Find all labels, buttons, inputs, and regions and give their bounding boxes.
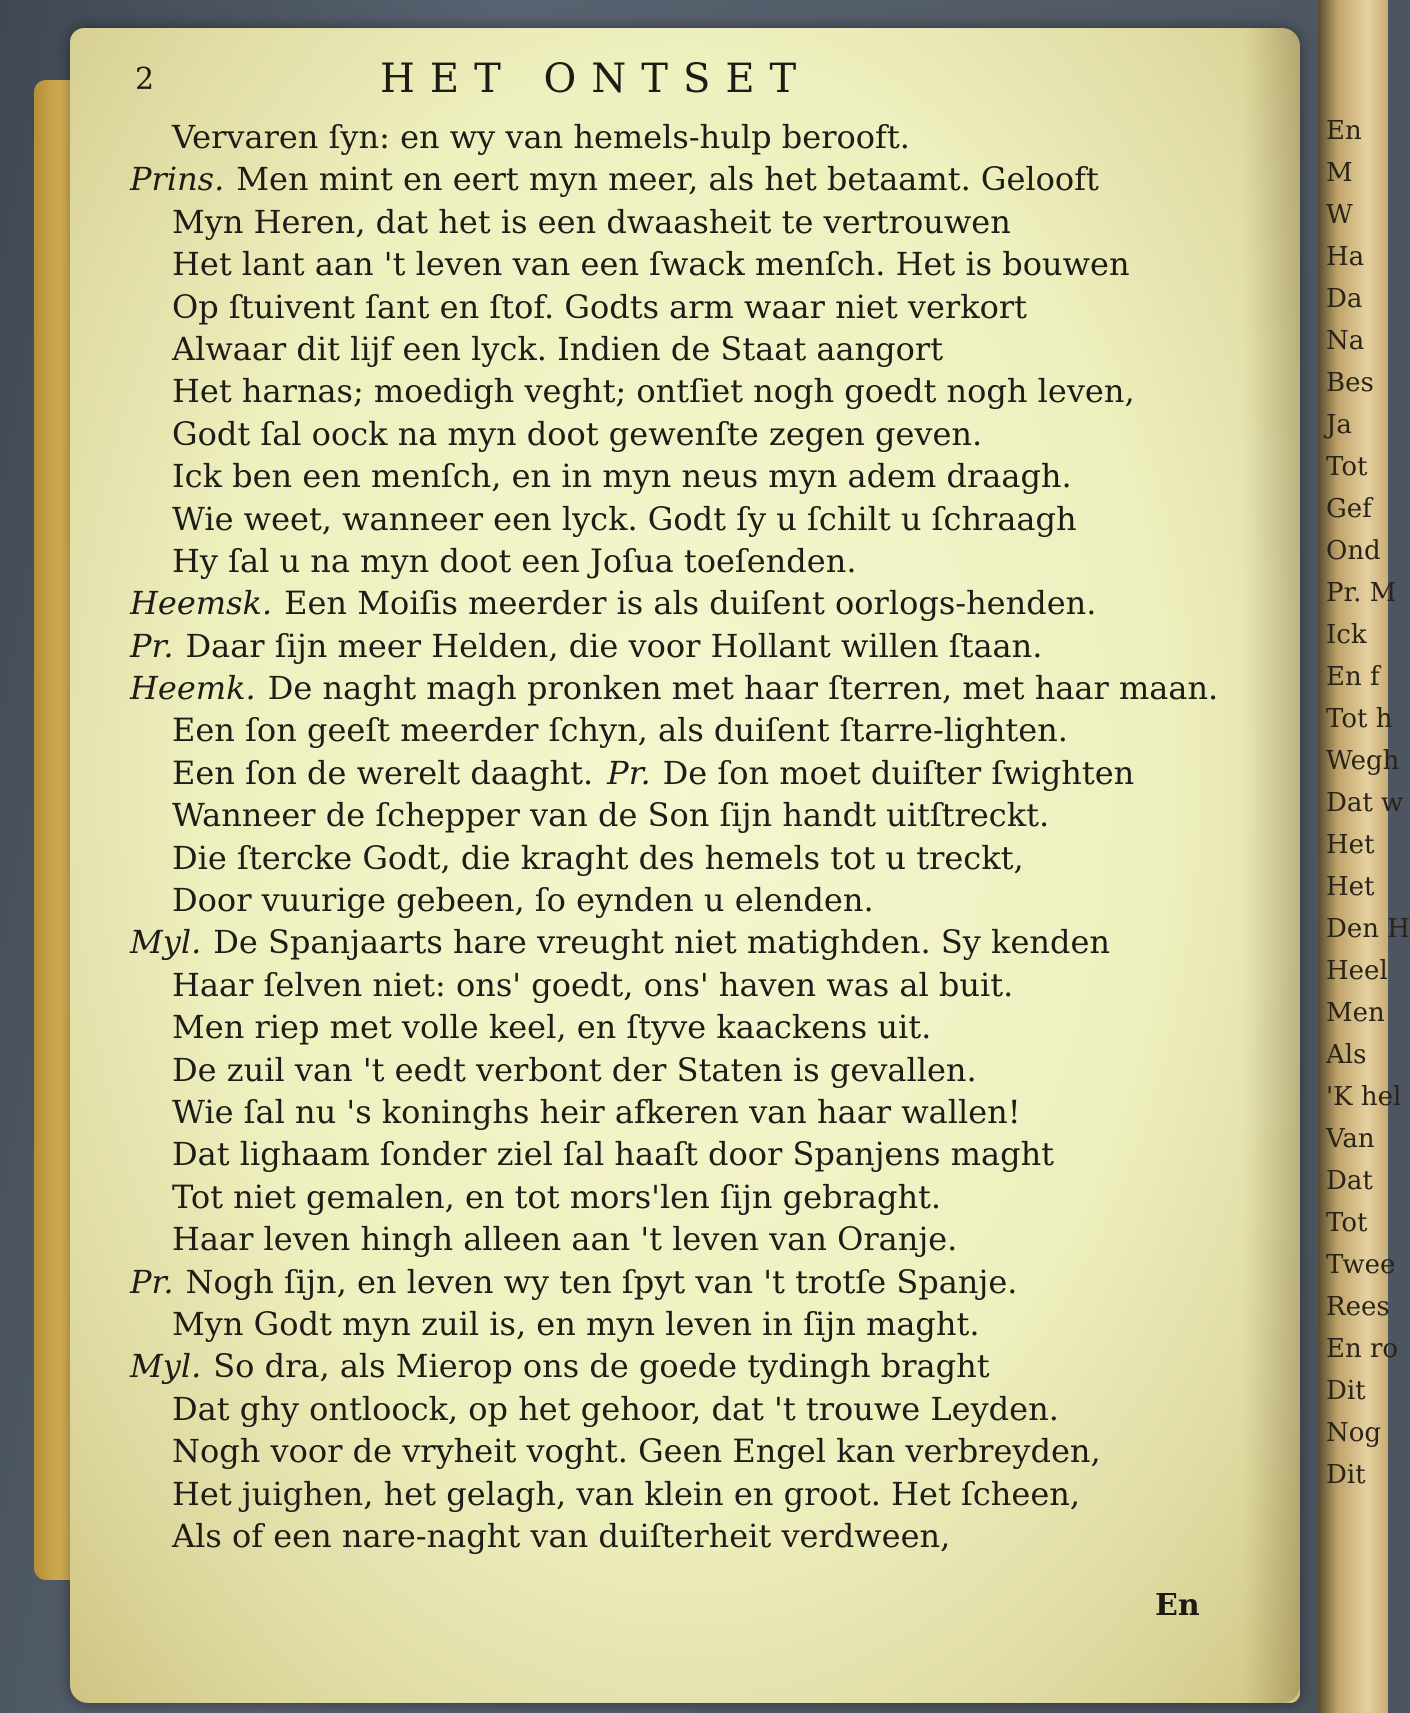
facing-page-fragment: Van	[1326, 1124, 1375, 1154]
speaker-label: Heemk.	[130, 669, 256, 708]
verse-line	[130, 1176, 1250, 1218]
facing-page-fragment: Da	[1326, 284, 1363, 314]
verse-text: Tot niet gemalen, en tot mors'len ſijn gebraght.	[172, 1177, 942, 1216]
verse-text: Een Moiſis meerder is als duiſent oorlogs-henden.	[284, 584, 1097, 623]
verse-line	[130, 1473, 1250, 1515]
verse-text: Een ſon de werelt daaght.	[172, 753, 594, 792]
facing-page-edge	[1318, 0, 1410, 1713]
verse-text: Myn Godt myn zuil is, en myn leven in ſijn maght.	[172, 1304, 980, 1343]
verse-text: Die ſtercke Godt, die kraght des hemels tot u treckt,	[172, 838, 1024, 877]
verse-line	[130, 964, 1250, 1006]
facing-page-fragment: Gef	[1326, 494, 1372, 524]
verse-line	[130, 540, 1250, 582]
facing-page-fragment: Na	[1326, 326, 1365, 356]
speaker-label: Myl.	[130, 1347, 202, 1386]
facing-page-fragment: En ro	[1326, 1334, 1399, 1364]
facing-page-fragment: Pr. M	[1326, 578, 1397, 608]
verse-text: Nogh voor de vryheit voght. Geen Engel kan verbreyden,	[172, 1432, 1101, 1471]
verse-line	[130, 667, 1250, 709]
facing-page-fragment: Dit	[1326, 1376, 1366, 1406]
facing-page-fragment: Dit	[1326, 1460, 1366, 1490]
verse-line	[130, 1303, 1250, 1345]
verse-text: Myn Heren, dat het is een dwaasheit te vertrouwen	[172, 202, 1011, 241]
verse-line	[130, 837, 1250, 879]
verse-text: Het harnas; moedigh veght; ontſiet nogh goedt nogh leven,	[172, 372, 1135, 411]
verse-line	[130, 752, 1250, 794]
verse-line	[130, 158, 1250, 200]
verse-line	[130, 243, 1250, 285]
verse-text: Het juighen, het gelagh, van klein en groot. Het ſcheen,	[172, 1474, 1081, 1513]
facing-page-fragment: Nog	[1326, 1418, 1382, 1448]
verse-text: Door vuurige gebeen, ſo eynden u elenden.	[172, 881, 874, 920]
verse-line	[130, 1091, 1250, 1133]
verse-text: De zuil van 't eedt verbont der Staten is gevallen.	[172, 1050, 977, 1089]
speaker-label: Pr.	[607, 753, 651, 792]
verse-text: Men riep met volle keel, en ſtyve kaackens uit.	[172, 1008, 932, 1047]
verse-text: Ick ben een menſch, en in myn neus myn adem draagh.	[172, 457, 1072, 496]
verse-text: Haar ſelven niet: ons' goedt, ons' haven was al buit.	[172, 965, 1014, 1004]
verse-line	[130, 455, 1250, 497]
facing-page-fragment: En	[1326, 116, 1362, 146]
verse-text: De Spanjaarts hare vreught niet matighden. Sy kenden	[213, 923, 1111, 962]
verse-line	[130, 1345, 1250, 1387]
verse-line	[130, 286, 1250, 328]
page-number: 2	[135, 62, 155, 97]
facing-page-fragment: Tot h	[1326, 704, 1393, 734]
verse-text: Dat lighaam ſonder ziel ſal haaſt door Spanjens maght	[172, 1135, 1055, 1174]
verse-text: Nogh ſijn, en leven wy ten ſpyt van 't trotſe Spanje.	[185, 1262, 1018, 1301]
verse-line	[130, 1515, 1250, 1557]
verse-text: Daar ſijn meer Helden, die voor Hollant willen ſtaan.	[185, 626, 1043, 665]
verse-text: Wie ſal nu 's koninghs heir afkeren van haar wallen!	[172, 1092, 1021, 1131]
facing-page-fragment: Twee	[1326, 1250, 1396, 1280]
verse-text: Men mint en eert myn meer, als het betaamt. Gelooft	[236, 160, 1099, 199]
verse-text: De ſon moet duiſter ſwighten	[662, 753, 1135, 792]
speaker-label: Pr.	[130, 626, 174, 665]
facing-page-fragment: M	[1326, 158, 1353, 188]
verse-line	[130, 1261, 1250, 1303]
verse-line	[130, 1133, 1250, 1175]
running-title: HET ONTSET	[380, 56, 812, 102]
verse-text: Op ſtuivent ſant en ſtof. Godts arm waar niet verkort	[172, 287, 1027, 326]
verse-line	[130, 794, 1250, 836]
verse-line	[130, 1430, 1250, 1472]
verse-line	[130, 582, 1250, 624]
verse-text: Een ſon geeſt meerder ſchyn, als duiſent ſtarre-lighten.	[172, 711, 1068, 750]
verse-line	[130, 1006, 1250, 1048]
verse-line	[130, 709, 1250, 751]
verse-text: Haar leven hingh alleen aan 't leven van Oranje.	[172, 1220, 958, 1259]
facing-page-fragment: Ja	[1326, 410, 1352, 440]
verse-text: Als of een nare-naght van duiſterheit verdween,	[172, 1516, 951, 1555]
facing-page-fragment: Als	[1326, 1040, 1367, 1070]
verse-line	[130, 1388, 1250, 1430]
verse-line	[130, 1218, 1250, 1260]
facing-page-fragment: Dat	[1326, 1166, 1373, 1196]
verse-text: Wanneer de ſchepper van de Son ſijn handt uitſtreckt.	[172, 796, 1050, 835]
facing-page-text	[1318, 110, 1410, 1496]
verse-text: Alwaar dit lijf een lyck. Indien de Staat aangort	[172, 329, 944, 368]
catchword: En	[1155, 1588, 1200, 1623]
verse-text: De naght magh pronken met haar ſterren, met haar maan.	[267, 669, 1219, 708]
verse-text: Hy ſal u na myn doot een Joſua toeſenden.	[172, 541, 857, 580]
speaker-label: Myl.	[130, 923, 202, 962]
speaker-label: Prins.	[130, 160, 225, 199]
verse-line	[130, 879, 1250, 921]
facing-page-fragment: Wegh	[1326, 746, 1400, 776]
facing-page-fragment: En f	[1326, 662, 1380, 692]
speaker-label: Heemsk.	[130, 584, 273, 623]
verse-text: Godt ſal oock na myn doot gewenſte zegen geven.	[172, 414, 983, 453]
verse-text: So dra, als Mierop ons de goede tydingh braght	[213, 1347, 990, 1386]
verse-line	[130, 1049, 1250, 1091]
verse-line	[130, 498, 1250, 540]
facing-page-fragment: Het	[1326, 872, 1375, 902]
verse-text: Vervaren ſyn: en wy van hemels-hulp berooft.	[172, 118, 910, 156]
verse-line	[130, 625, 1250, 667]
verse-line	[130, 413, 1250, 455]
facing-page-fragment: Ha	[1326, 242, 1365, 272]
verse-line	[130, 201, 1250, 243]
facing-page-fragment: Den H	[1326, 914, 1410, 944]
facing-page-fragment: Het	[1326, 830, 1375, 860]
facing-page-fragment: Ond	[1326, 536, 1381, 566]
speaker-label: Pr.	[130, 1262, 174, 1301]
facing-page-fragment: Dat w	[1326, 788, 1404, 818]
facing-page-fragment: Tot	[1326, 452, 1368, 482]
facing-page-fragment: Bes	[1326, 368, 1374, 398]
facing-page-fragment: Rees	[1326, 1292, 1390, 1322]
verse-body	[130, 116, 1250, 1557]
facing-page-fragment: Tot	[1326, 1208, 1368, 1238]
facing-page-fragment: 'K hel	[1326, 1082, 1402, 1112]
verse-text: Dat ghy ontloock, op het gehoor, dat 't trouwe Leyden.	[172, 1389, 1059, 1428]
facing-page-fragment: W	[1326, 200, 1353, 230]
verse-line	[130, 328, 1250, 370]
facing-page-fragment: Men	[1326, 998, 1385, 1028]
verse-line	[130, 370, 1250, 412]
verse-line	[130, 921, 1250, 963]
verse-text: Wie weet, wanneer een lyck. Godt ſy u ſchilt u ſchraagh	[172, 499, 1077, 538]
verse-text: Het lant aan 't leven van een ſwack menſch. Het is bouwen	[172, 245, 1130, 284]
verse-line	[130, 116, 1250, 158]
facing-page-fragment: Ick	[1326, 620, 1367, 650]
facing-page-fragment: Heel	[1326, 956, 1388, 986]
